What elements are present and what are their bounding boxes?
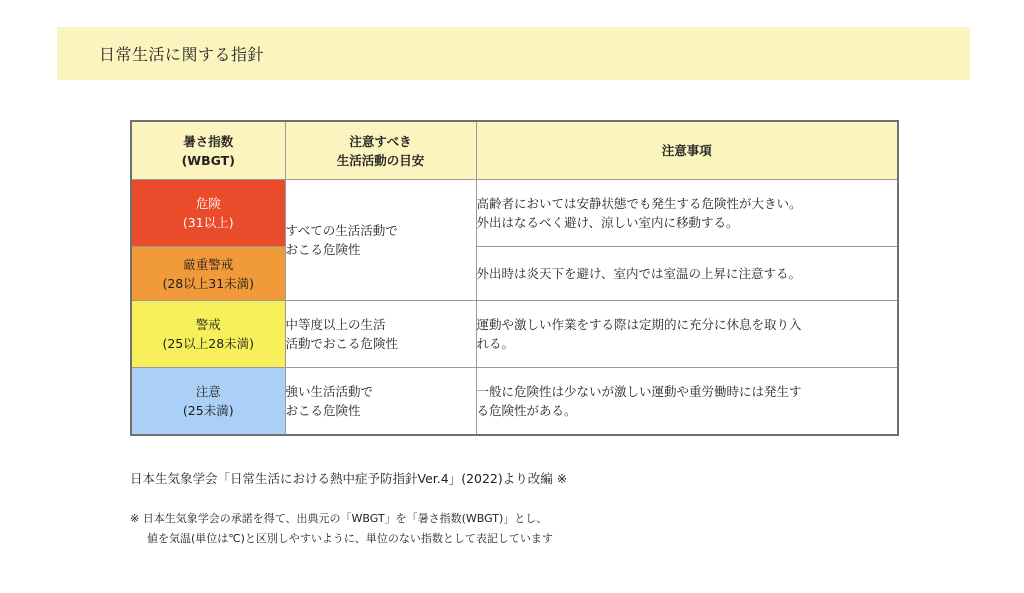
level-caution-cell: [131, 368, 285, 436]
header-notes: [476, 121, 898, 180]
note-line: れる。: [476, 336, 515, 351]
note-line: 外出時は炎天下を避け、室内では室温の上昇に注意する。: [476, 266, 802, 281]
page-title: 日常生活に関する指針: [99, 45, 265, 64]
level-name: 警戒: [195, 317, 221, 332]
note-line: 運動や激しい作業をする際は定期的に充分に休息を取り入: [476, 317, 802, 332]
table-row: [131, 180, 898, 247]
footnote-line1: ※ 日本生気象学会の承諾を得て、出典元の「WBGT」を「暑さ指数(WBGT)」とし、: [130, 512, 548, 525]
header-activity: [285, 121, 476, 180]
note-line: 高齢者においては安静状態でも発生する危険性が大きい。: [476, 196, 802, 211]
note-cell: [476, 180, 898, 247]
note-cell: [476, 368, 898, 436]
header-activity-line1: 注意すべき: [349, 133, 412, 149]
note-line: 一般に危険性は少ないが激しい運動や重労働時には発生す: [476, 384, 802, 399]
level-range: (28以上31未満): [162, 275, 255, 291]
level-name: 危険: [195, 196, 221, 211]
table-header-row: [131, 121, 898, 180]
table-row: [131, 368, 898, 436]
activity-line: 中等度以上の生活: [285, 317, 386, 332]
level-range: (25以上28未満): [162, 336, 255, 351]
note-cell: [476, 247, 898, 301]
note-cell: [476, 301, 898, 368]
page-title-banner: [57, 27, 970, 80]
activity-line: おこる危険性: [285, 403, 361, 418]
header-notes-label: 注意事項: [661, 143, 712, 158]
activity-cell: [285, 368, 476, 436]
level-name: 注意: [195, 384, 221, 399]
header-index-line1: 暑さ指数: [183, 133, 234, 149]
level-name: 厳重警戒: [183, 256, 234, 272]
activity-line: すべての生活活動で: [285, 223, 398, 238]
footnote-line2: 値を気温(単位は℃)と区別しやすいように、単位のない指数として表記しています: [147, 532, 553, 545]
activity-line: 活動でおこる危険性: [285, 336, 399, 351]
activity-cell: [285, 301, 476, 368]
heat-guideline-table: [130, 120, 899, 436]
level-severe-cell: [131, 247, 285, 301]
activity-cell: [285, 180, 476, 301]
activity-line: おこる危険性: [285, 242, 361, 257]
source-citation: 日本生気象学会「日常生活における熱中症予防指針Ver.4」(2022)より改編 ※: [130, 471, 568, 486]
level-range: (25未満): [182, 403, 234, 418]
level-warning-cell: [131, 301, 285, 368]
level-danger-cell: [131, 180, 285, 247]
note-line: る危険性がある。: [476, 403, 577, 418]
header-index: [131, 121, 285, 180]
footnote: [130, 509, 553, 549]
note-line: 外出はなるべく避け、涼しい室内に移動する。: [476, 215, 739, 230]
table-row: [131, 247, 898, 301]
header-activity-line2: 生活活動の目安: [336, 152, 425, 168]
header-index-line2: (WBGT): [181, 152, 235, 168]
table-row: [131, 301, 898, 368]
level-range: (31以上): [182, 215, 234, 230]
activity-line: 強い生活活動で: [285, 384, 374, 399]
